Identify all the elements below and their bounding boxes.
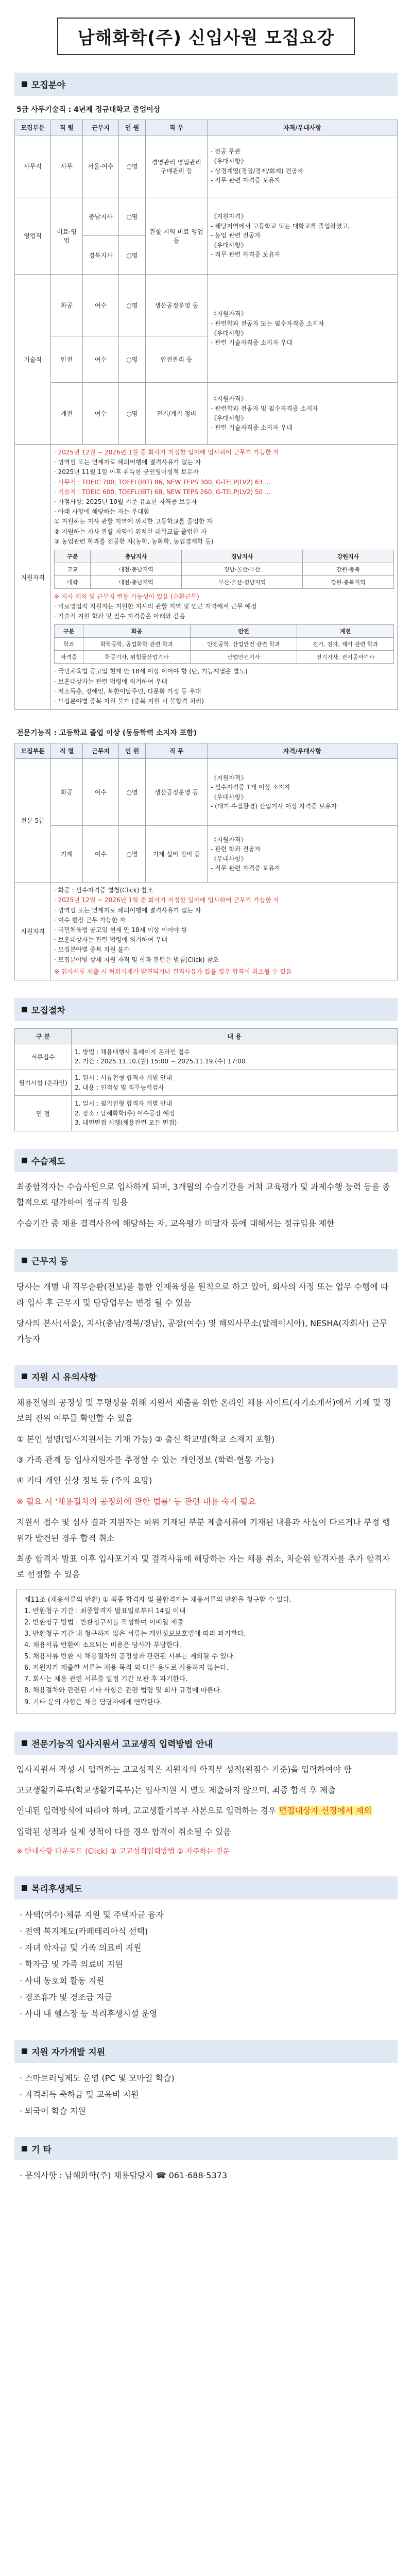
qual-line: - (대기·수질환경) 산업기사 이상 자격증 보유자 xyxy=(211,803,337,810)
support-note: · 병역필 또는 면제자로 해외여행에 결격사유가 없는 자 xyxy=(54,906,201,914)
part2-subheading-text: 전문기능직 : 고등학교 졸업 이상 (동등학력 소지자 포함) xyxy=(16,729,197,738)
qual-line: 《우대사항》 xyxy=(211,793,247,801)
section-youth-heading xyxy=(14,1732,398,1755)
qual-line: 《지원자격》 xyxy=(211,310,247,318)
region-row xyxy=(55,575,394,588)
support-note: · 2025년 12월 ~ 2026년 1월 중 회사가 지정한 일자에 입사하여 근무가 가능한 자 xyxy=(54,896,280,904)
process-value xyxy=(72,1096,398,1131)
english-req: · 기술직 : TOEIC 600, TOEFL(IBT) 68, NEW TEPS 260, G-TELP(LV2) 50 ... xyxy=(54,488,271,496)
region-cell: 강원·충북 xyxy=(302,563,393,575)
welfare-item: 사내 내 헬스장 등 복리후생시설 운영 xyxy=(25,2008,158,2019)
col-quals: 자격/우대사항 xyxy=(208,743,398,759)
support-note: · 모집분야별 상세 지원 자격 및 학과 관련은 별첨(Click) 참조 xyxy=(54,956,219,963)
support-note: · 보훈대상자는 관련 법령에 의거하여 우대 xyxy=(54,936,167,944)
qual-line: 《지원자격》 xyxy=(211,836,247,843)
youth-para: 입사지원서 작성 시 입력하는 고교성적은 지원자의 학적부 성적(원점수 기준)을 입력하여야 함 xyxy=(16,1764,352,1774)
apply-para: 채용전형의 공정성 및 투명성을 위해 지원서 제출을 위한 온라인 채용 사이트(자기소개서)에서 기재 및 정보의 진위 여부를 확인할 수 있음 xyxy=(16,1397,391,1423)
apply-para: 최종 합격자 발표 이후 입사포기자 및 결격사유에 해당하는 자는 채용 취소, 차순위 합격자를 추가 합격자로 선정할 수 있음 xyxy=(16,1553,390,1580)
process-key: 서류접수 xyxy=(15,1044,72,1070)
col-loc: 근무지 xyxy=(83,120,119,135)
process-h: 내 용 xyxy=(72,1028,398,1044)
cell-quals xyxy=(208,826,398,883)
qual-line: - 직무 관련 자격증 보유자 xyxy=(211,251,281,259)
part1-header-row xyxy=(15,120,398,135)
apply-para: ① 본인 성명(입사지원서는 기재 가능) ② 출신 학교명(학교 소재지 포함) xyxy=(16,1434,275,1444)
cell-duty: 생산공정운영 등 xyxy=(146,759,208,826)
cell-support-notes xyxy=(51,883,398,980)
qual-line: - 상경계열(경영/경제/회계) 전공자 xyxy=(211,167,304,175)
tech-h: 화공 xyxy=(83,625,190,638)
square-bullet-icon xyxy=(22,2048,27,2054)
support-note: · 병역필 또는 면제자로 해외여행에 결격사유가 없는 자 xyxy=(54,459,201,466)
tech-row xyxy=(55,651,394,664)
tech-cell: 학과 xyxy=(55,638,83,651)
tech-h: 안전 xyxy=(190,625,297,638)
extra-note: ※ 지사 배치 및 근무지 변동 가능성이 있음 (순환근무) xyxy=(54,592,199,600)
cell-loc: 여수 xyxy=(83,275,119,336)
list-item: · 사택(여수)·체류 지원 및 주택자금 융자 xyxy=(20,1909,164,1920)
section-etc-heading xyxy=(14,2137,398,2160)
qual-line: - 농업 관련 전공자 xyxy=(211,232,261,240)
list-item: · 자격취득 축하금 및 교육비 지원 xyxy=(20,2089,139,2099)
section-work-title: 근무지 등 xyxy=(31,1257,68,1267)
list-item: · 사내 내 헬스장 등 복리후생시설 운영 xyxy=(20,2008,158,2019)
cell-quals xyxy=(208,383,398,445)
cell-loc: 경북지사 xyxy=(83,236,119,275)
square-bullet-icon xyxy=(22,2146,27,2151)
section-etc-title: 기 타 xyxy=(31,2144,52,2155)
cell-count: ○명 xyxy=(119,826,146,883)
work-para-2: 당사의 본사(서울), 지사(충남/경북/경남), 공장(여수) 및 해외사무소(말레이시아), NESHA(자회사) 근무 가능자 xyxy=(16,1318,388,1344)
region-cell: 대전·충남지역 xyxy=(91,575,182,588)
table-row-support xyxy=(15,883,398,980)
title-wrap xyxy=(14,0,398,55)
cell-count: ○명 xyxy=(119,236,146,275)
process-value xyxy=(72,1070,398,1096)
box-line: 6. 지원자가 제출한 서류는 채용 목적 외 다른 용도로 사용하지 않는다. xyxy=(24,1664,229,1672)
youth-para: 입력된 성적과 실제 성적이 다를 경우 합격이 취소될 수 있음 xyxy=(16,1826,231,1837)
region-cell: 대전·충남지역 xyxy=(91,563,182,575)
list-item: · 전액 복지제도(카페테리아식 선택) xyxy=(20,1926,148,1936)
box-line: 7. 회사는 채용 관련 서류를 일정 기간 보관 후 파기한다. xyxy=(24,1675,188,1684)
box-line: 8. 채용절차와 관련된 기타 사항은 관련 법령 및 회사 규정에 따른다. xyxy=(24,1687,222,1695)
cell-loc: 여수 xyxy=(83,826,119,883)
region-h: 강원지사 xyxy=(302,550,393,563)
process-h: 구 분 xyxy=(15,1028,72,1044)
qual-line: - 관련 학과 전공자 xyxy=(211,845,261,853)
qual-line: 《지원자격》 xyxy=(211,774,247,782)
qual-line: 《우대사항》 xyxy=(211,329,247,337)
tail-note: · 저소득층, 장애인, 북한이탈주민, 다문화 가정 등 우대 xyxy=(54,687,201,695)
process-key: 필기시험 (온라인) xyxy=(15,1070,72,1096)
box-line: 5. 채용서류 반환 시 채용절차의 공정성과 관련된 서류는 제외될 수 있다. xyxy=(24,1653,235,1661)
cell-dept: 기술직 xyxy=(15,275,51,445)
list-item: · 사내 동호회 활동 지원 xyxy=(20,1975,105,1986)
apply-para: 지원서 접수 및 심사 결과 지원자는 허위 기재된 부분 제출서류에 기재된 내용과 사실이 다르거나 부정 행위가 발견된 경우 합격 취소 xyxy=(16,1517,390,1543)
cell-dept: 전문 5급 xyxy=(15,759,51,883)
section-notice-title: 수습제도 xyxy=(31,1157,65,1167)
cell-loc: 여수 xyxy=(83,759,119,826)
docs-list xyxy=(20,2070,392,2120)
qual-line: - 관련 기술자격증 소지자 우대 xyxy=(211,424,293,432)
apply-para: ④ 기타 개인 신상 정보 등 (주의 요망) xyxy=(16,1476,152,1486)
process-key: 면 접 xyxy=(15,1096,72,1131)
qual-line: - 관련학과 전공자 및 필수자격증 소지자 xyxy=(211,404,318,412)
region-header-row xyxy=(55,550,394,563)
cell-count: ○명 xyxy=(119,135,146,197)
support-note: ③ 농업관련 학과를 전공한 자(농학, 농화학, 농업경제학 등) xyxy=(54,537,214,545)
col-duty: 직 무 xyxy=(146,743,208,759)
qual-line: 《지원자격》 xyxy=(211,213,247,221)
docs-item: 스마트러닝제도 운영 (PC 및 모바일 학습) xyxy=(25,2073,175,2083)
qual-line: · 전공 무관 xyxy=(211,148,241,156)
tech-cell: 산업안전기사 xyxy=(190,651,297,664)
part1-subheading xyxy=(16,104,396,114)
work-para-1: 당사는 개별 내 직무순환(전보)을 통한 인재육성을 원칙으로 하고 있어, 회사의 사정 또는 업무 수행에 따라 입사 후 근무지 및 담당업무는 변경 될 수 있음 xyxy=(16,1282,389,1308)
process-value xyxy=(72,1044,398,1070)
box-line: 1. 반환청구 기간 : 최종합격자 발표일로부터 14일 이내 xyxy=(24,1607,186,1615)
tech-table xyxy=(54,624,394,664)
cell-job: 화공 xyxy=(51,759,83,826)
part2-table xyxy=(14,743,398,980)
square-bullet-icon xyxy=(22,1158,27,1163)
welfare-list xyxy=(20,1907,392,2022)
support-note: ① 지원하는 지사 관할 지역에 위치한 고등학교를 졸업한 자 xyxy=(54,518,213,526)
col-count: 인 원 xyxy=(119,743,146,759)
support-note: ② 지원하는 지사 관할 지역에 위치한 대학교를 졸업한 자 xyxy=(54,528,207,535)
tech-cell: 안전공학, 산업안전 관련 학과 xyxy=(190,638,297,651)
cell-duty: 경영관리 영업관리 구매관리 등 xyxy=(146,135,208,197)
process-header-row xyxy=(15,1028,398,1044)
qual-line: - 관련 기술자격증 소지자 우대 xyxy=(211,339,293,347)
docs-item: 자격취득 축하금 및 교육비 지원 xyxy=(25,2089,139,2099)
region-row xyxy=(55,563,394,575)
cell-loc: 여수 xyxy=(83,336,119,383)
cell-quals xyxy=(208,275,398,383)
cell-support-label: 지원자격 xyxy=(15,883,51,980)
region-cell: 대학 xyxy=(55,575,91,588)
cell-quals xyxy=(208,759,398,826)
support-note: · 화공 : 필수자격증 별첨(Click) 참조 xyxy=(54,887,153,894)
section-welfare-heading xyxy=(14,1876,398,1900)
qual-line: 《우대사항》 xyxy=(211,241,247,249)
tech-cell: 화공기사, 위험물산업기사 xyxy=(83,651,190,664)
qual-line: - 해당지역에서 고등학교 또는 대학교를 졸업하였고, xyxy=(211,222,350,230)
cell-loc: 서울·여수 xyxy=(83,135,119,197)
cell-job: 화공 xyxy=(51,275,83,336)
cell-job: 비료·영업 xyxy=(51,197,83,275)
section-process-heading xyxy=(14,998,398,1021)
welfare-item: 학자금 및 가족 의료비 지원 xyxy=(25,1959,123,1969)
qual-line: - 직무 관련 자격증 보유자 xyxy=(211,177,281,184)
region-cell: 강원·충북지역 xyxy=(302,575,393,588)
process-line: 2. 내용 : 인적성 및 직무능력검사 xyxy=(75,1083,164,1091)
warning-note: ※ 입사서류 제출 시 허위기재가 발견되거나 결격사유가 있을 경우 합격이 취소될 수 있음 xyxy=(54,968,292,975)
tail-note: · 보훈대상자는 관련 법령에 의거하여 우대 xyxy=(54,677,167,685)
square-bullet-icon xyxy=(22,81,27,87)
tail-note: · 모집분야별 중복 지원 불가 (중복 지원 시 불합격 처리) xyxy=(54,698,204,705)
part2-subheading xyxy=(16,727,396,738)
table-row xyxy=(15,275,398,336)
list-item: · 문의사항 : 남해화학(주) 채용담당자 ☎ 061-688-5373 xyxy=(20,2170,228,2180)
list-item: · 학자금 및 가족 의료비 지원 xyxy=(20,1959,123,1969)
tech-cell: 자격증 xyxy=(55,651,83,664)
col-dept: 모집부문 xyxy=(15,120,51,135)
region-h: 구분 xyxy=(55,550,91,563)
process-line: 1. 일시 : 필기전형 합격자 개별 안내 xyxy=(75,1100,173,1108)
page-title: 남해화학(주) 신입사원 모집요강 xyxy=(57,18,355,55)
apply-para: ③ 가족 관계 등 입사지원자를 추정할 수 있는 개인정보 (학력·혈통 가능) xyxy=(16,1454,274,1465)
list-item: · 경조휴가 및 경조금 지급 xyxy=(20,1992,112,2002)
cell-loc: 충남지사 xyxy=(83,197,119,236)
region-cell: 고교 xyxy=(55,563,91,575)
tech-cell: 전기기사, 전기공사기사 xyxy=(297,651,394,664)
english-req: · 사무직 : TOEIC 700, TOEFL(IBT) 86, NEW TEPS 300, G-TELP(LV2) 63 ... xyxy=(54,478,271,486)
section-youth-title: 전문기능직 입사지원서 고교생직 입력방법 안내 xyxy=(31,1739,213,1750)
process-line: 3. 대면면접 시행(채용관련 모든 면접) xyxy=(75,1119,177,1127)
tech-h: 구분 xyxy=(55,625,83,638)
list-item: · 자녀 학자금 및 가족 의료비 지원 xyxy=(20,1942,142,1953)
youth-text: 인내된 입력방식에 따라야 하며, 고교생활기록부 사본으로 입력하는 경우 xyxy=(16,1806,279,1816)
cell-support-notes xyxy=(51,445,398,710)
list-item: · 스마트러닝제도 운영 (PC 및 모바일 학습) xyxy=(20,2073,175,2083)
qual-line: - 직무 관련 자격증 보유자 xyxy=(211,865,281,872)
process-line: 2. 기간 : 2025.11.10.(월) 15:00 ~ 2025.11.19.(수) 17:00 xyxy=(75,1058,246,1065)
section-apply-heading xyxy=(14,1365,398,1388)
tech-row xyxy=(55,638,394,651)
cell-count: ○명 xyxy=(119,275,146,336)
probation-para-2: 수습기간 중 채용 결격사유에 해당하는 자, 교육평가 미달자 등에 대해서는 정규임용 제한 xyxy=(16,1218,335,1228)
square-bullet-icon xyxy=(22,1740,27,1746)
process-line: 1. 방법 : 채용대행사 홈페이지 온라인 접수 xyxy=(75,1048,190,1056)
table-row xyxy=(15,135,398,197)
cell-job: 사무 xyxy=(51,135,83,197)
col-quals: 자격/우대사항 xyxy=(208,120,398,135)
cell-duty: 전기/계기 정비 xyxy=(146,383,208,445)
list-item: · 외국어 학습 지원 xyxy=(20,2106,86,2116)
youth-para xyxy=(16,1803,396,1819)
qual-line: 《우대사항》 xyxy=(211,855,247,862)
support-note: · 국민체육법 공고일 현재 만 18세 이상 이어야 함 xyxy=(54,926,187,934)
support-note: · 2025년 11월 1일 이후 취득한 공인영어성적 보유자 xyxy=(54,468,199,476)
cell-job: 계전 xyxy=(51,383,83,445)
section-welfare-title: 복리후생제도 xyxy=(31,1884,82,1894)
tech-cell: 전기, 전자, 제어 관련 학과 xyxy=(297,638,394,651)
qual-line: - 필수자격증 1개 이상 소지자 xyxy=(211,784,290,791)
col-job: 직 렬 xyxy=(51,120,83,135)
cell-support-label: 지원자격 xyxy=(15,445,51,710)
support-note: · 여수 현장 근무 가능한 자 xyxy=(54,916,126,924)
youth-highlight: 면접대상자 선정에서 제외 xyxy=(279,1806,372,1816)
welfare-item: 경조휴가 및 경조금 지급 xyxy=(25,1992,112,2002)
square-bullet-icon xyxy=(22,1374,27,1379)
square-bullet-icon xyxy=(22,1885,27,1891)
square-bullet-icon xyxy=(22,1007,27,1012)
col-count: 인 원 xyxy=(119,120,146,135)
part2-header-row xyxy=(15,743,398,759)
cell-duty: 안전관리 등 xyxy=(146,336,208,383)
section-notice-heading xyxy=(14,1149,398,1172)
support-note: · 아래 사항에 해당하는 자는 우대함 xyxy=(54,508,150,516)
table-row xyxy=(15,383,398,445)
section-apply-title: 지원 시 유의사항 xyxy=(31,1372,97,1383)
cell-count: ○명 xyxy=(119,383,146,445)
extra-note: · 비료영업직 지원자는 지원한 지사의 관할 지역 및 인근 지역에서 근무 예정 xyxy=(54,603,257,611)
process-line: 1. 일시 : 서류전형 합격자 개별 안내 xyxy=(75,1074,173,1082)
process-table xyxy=(14,1028,398,1131)
region-table xyxy=(54,550,394,589)
section-docs-title: 지원 자가개발 지원 xyxy=(31,2047,106,2058)
col-job: 직 렬 xyxy=(51,743,83,759)
square-bullet-icon xyxy=(22,1258,27,1263)
process-line: 2. 장소 : 남해화학(주) 여수공장 예정 xyxy=(75,1109,175,1117)
youth-download-link[interactable]: ※ 안내사항 다운로드 (Click) ① 고교성적입력방법 ② 자주하는 질문 xyxy=(16,1848,230,1856)
cell-loc: 여수 xyxy=(83,383,119,445)
table-row xyxy=(15,1044,398,1070)
box-line: 9. 기타 문의 사항은 채용 담당자에게 연락한다. xyxy=(24,1698,162,1706)
region-h: 경남지사 xyxy=(182,550,303,563)
box-line: 2. 반환청구 방법 : 반환청구서를 작성하여 이메일 제출 xyxy=(24,1618,184,1626)
cell-duty: 관할 지역 비료 영업 등 xyxy=(146,197,208,275)
col-dept: 모집부문 xyxy=(15,743,51,759)
section-process-title: 모집절차 xyxy=(31,1005,65,1016)
cell-dept: 사무직 xyxy=(15,135,51,197)
cell-quals xyxy=(208,197,398,275)
cell-count: ○명 xyxy=(119,197,146,236)
qual-line: 《우대사항》 xyxy=(211,157,247,165)
support-note: · 2025년 12월 ~ 2026년 1월 중 회사가 지정한 일자에 입사하여 근무가 가능한 자 xyxy=(54,449,280,456)
table-row-support xyxy=(15,445,398,710)
welfare-item: 전액 복지제도(카페테리아식 선택) xyxy=(25,1926,148,1936)
cell-duty: 생산공정운영 등 xyxy=(146,275,208,336)
cell-job: 기계 xyxy=(51,826,83,883)
tech-cell: 화학공학, 공업화학 관련 학과 xyxy=(83,638,190,651)
docs-item: 외국어 학습 지원 xyxy=(25,2106,86,2116)
extra-note: · 기술직 지원 학과 및 필수 자격증은 아래와 같음 xyxy=(54,613,185,620)
welfare-item: 사내 동호회 활동 지원 xyxy=(25,1975,105,1986)
section-recruit-title: 모집분야 xyxy=(31,80,65,91)
box-line: 3. 반환청구 기간 내 청구하지 않은 서류는 개인정보보호법에 따라 파기한다. xyxy=(24,1630,246,1638)
tech-h: 계전 xyxy=(297,625,394,638)
support-note: · 가점사항: 2025년 10월 기준 유효한 자격증 보유자 xyxy=(54,498,197,505)
etc-list xyxy=(20,2167,392,2184)
support-note: · 모집분야별 중복 지원 불가 xyxy=(54,946,130,954)
region-cell: 경남·울산·부산 xyxy=(182,563,303,575)
section-work-heading xyxy=(14,1249,398,1272)
table-row xyxy=(15,1070,398,1096)
return-docs-box xyxy=(16,1589,396,1714)
table-row xyxy=(15,197,398,236)
section-docs-heading xyxy=(14,2040,398,2063)
cell-duty: 기계 설비 정비 등 xyxy=(146,826,208,883)
cell-job: 안전 xyxy=(51,336,83,383)
welfare-item: 자녀 학자금 및 가족 의료비 지원 xyxy=(25,1942,142,1953)
tail-note: · 국민체육법 공고일 현재 만 18세 이상 이어야 함 (단, 기능계열은 별도) xyxy=(54,668,248,675)
youth-para: 고교생활기록부(학교생활기록부)는 입사지원 시 별도 제출하지 않으며, 최종 합격 후 제출 xyxy=(16,1785,336,1795)
probation-para-1: 최종합격자는 수습사원으로 입사하게 되며, 3개월의 수습기간을 거쳐 교육평가 및 과제수행 능력 등을 종합적으로 평가하여 정규직 임용 xyxy=(16,1182,390,1208)
box-line: 제11조 (채용서류의 반환) ① 최종 합격자 및 불합격자는 채용서류의 반환을 청구할 수 있다. xyxy=(24,1596,292,1604)
qual-line: - 관련학과 전공자 또는 필수자격증 소지자 xyxy=(211,319,324,327)
region-cell: 부산·울산·경남지역 xyxy=(182,575,303,588)
welfare-item: 사택(여수)·체류 지원 및 주택자금 융자 xyxy=(25,1909,164,1920)
tech-header-row xyxy=(55,625,394,638)
qual-line: 《지원자격》 xyxy=(211,395,247,403)
table-row xyxy=(15,826,398,883)
table-row xyxy=(15,1096,398,1131)
apply-para: ※ 필요 시 '채용절차의 공정화에 관한 법률' 등 관련 내용 숙지 필요 xyxy=(16,1496,256,1506)
section-recruit-heading xyxy=(14,73,398,96)
col-duty: 직 무 xyxy=(146,120,208,135)
part1-subheading-text: 5급 사무기술직 : 4년제 정규대학교 졸업이상 xyxy=(16,106,161,114)
qual-line: 《우대사항》 xyxy=(211,414,247,422)
cell-quals xyxy=(208,135,398,197)
col-loc: 근무지 xyxy=(83,743,119,759)
cell-count: ○명 xyxy=(119,759,146,826)
part1-table xyxy=(14,120,398,710)
cell-dept: 영업직 xyxy=(15,197,51,275)
contact-info: 문의사항 : 남해화학(주) 채용담당자 ☎ 061-688-5373 xyxy=(25,2170,228,2180)
box-line: 4. 채용서류 반환에 소요되는 비용은 당사가 부담한다. xyxy=(24,1641,182,1650)
region-h: 충남지사 xyxy=(91,550,182,563)
cell-count: ○명 xyxy=(119,336,146,383)
table-row xyxy=(15,759,398,826)
